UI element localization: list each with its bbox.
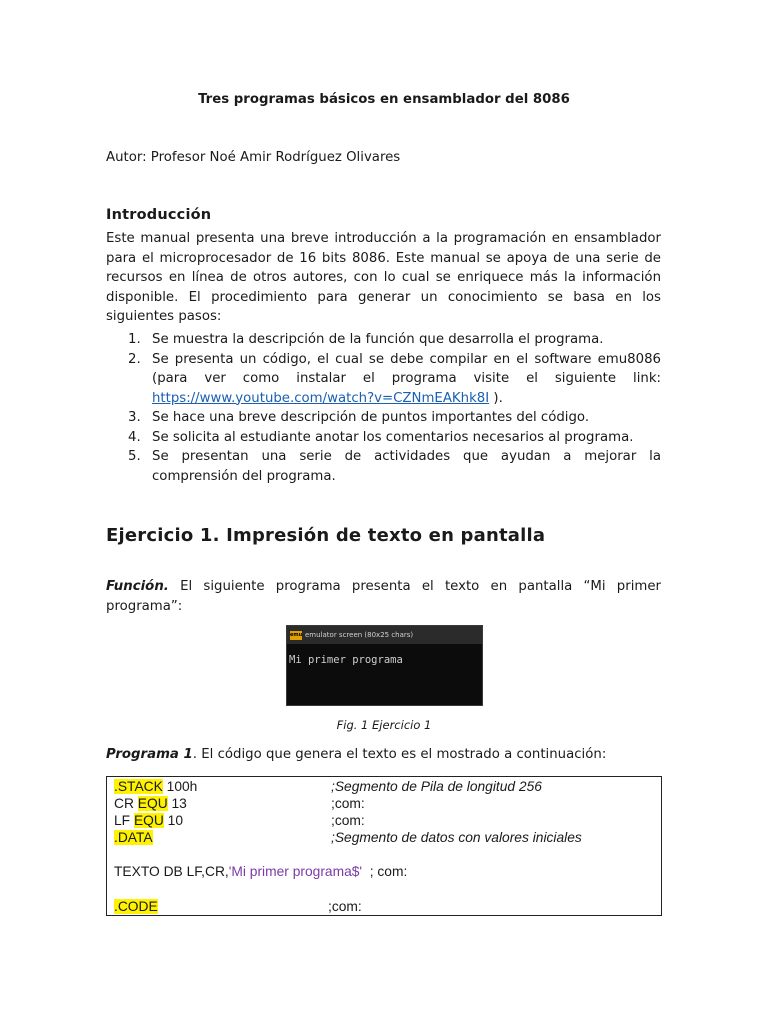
code-text: TEXTO DB LF,CR, (114, 864, 229, 879)
code-comment: ;com: (331, 813, 365, 828)
code-listing (106, 776, 662, 916)
code-text: LF (114, 813, 134, 828)
code-keyword: .STACK (114, 779, 163, 794)
code-line-cr (114, 796, 187, 811)
funcion-paragraph (106, 577, 661, 616)
code-line-data (114, 830, 153, 845)
youtube-link[interactable]: https://www.youtube.com/watch?v=CZNmEAKhk8I (152, 390, 490, 406)
emulator-titlebar (287, 626, 482, 644)
programa-label: Programa 1 (106, 747, 193, 762)
code-keyword: EQU (137, 796, 168, 811)
list-item-text: Se solicita al estudiante anotar los comentarios necesarios al programa. (152, 429, 634, 445)
list-number: 5. (128, 449, 141, 464)
steps-list (106, 330, 661, 486)
list-item (106, 428, 661, 448)
list-item-text: Se hace una breve descripción de puntos importantes del código. (152, 410, 590, 425)
code-text: 100h (162, 779, 198, 794)
list-item-text: Se presenta un código, el cual se debe compilar en el software emu8086 (para ver como instalar el programa visite el siguiente link: (152, 351, 661, 386)
list-item-text: Se presentan una serie de actividades que ayudan a mejorar la comprensión del programa. (152, 449, 661, 484)
author-line: Autor: Profesor Noé Amir Rodríguez Olivares (106, 150, 401, 165)
figure-caption: Fig. 1 Ejercicio 1 (336, 718, 432, 732)
list-number: 4. (128, 429, 141, 445)
code-keyword: EQU (133, 813, 164, 828)
code-comment: ;com: (331, 796, 365, 811)
list-item (106, 330, 661, 350)
list-number: 2. (128, 351, 141, 367)
emulator-output: Mi primer programa (289, 654, 403, 666)
code-comment: ; com: (362, 864, 408, 879)
document-title: Tres programas básicos en ensamblador del 8086 (198, 92, 570, 107)
list-item (106, 408, 661, 428)
list-item-text: Se muestra la descripción de la función que desarrolla el programa. (152, 332, 604, 347)
list-number: 3. (128, 410, 141, 425)
intro-heading: Introducción (106, 207, 212, 223)
list-item (106, 350, 661, 409)
funcion-label: Función. (106, 579, 169, 594)
programa-paragraph (106, 747, 606, 762)
emulator-window-title: emulator screen (80x25 chars) (305, 631, 414, 639)
code-keyword: .CODE (114, 899, 158, 914)
list-item-text-after: ). (489, 390, 503, 406)
list-item (106, 447, 661, 486)
code-comment: ;Segmento de Pila de longitud 256 (331, 779, 542, 794)
intro-paragraph: Este manual presenta una breve introducción a la programación en ensamblador para el microprocesador de 16 bits 8086. Este manual se apoya de una serie de recursos en línea de otros autores, con lo cual se enriquece más la información disponible. El procedimiento para generar un conocimiento se basa en los siguientes pasos: (106, 231, 661, 324)
programa-text: . El código que genera el texto es el mostrado a continuación: (192, 747, 607, 762)
code-comment: ;com: (328, 899, 362, 914)
code-line-code (114, 899, 158, 914)
emulator-screenshot (286, 625, 483, 706)
list-number: 1. (128, 332, 141, 347)
code-line-lf (114, 813, 183, 828)
code-text: CR (114, 796, 138, 811)
code-line-stack (114, 779, 197, 794)
code-text: 10 (163, 813, 184, 828)
code-keyword: .DATA (114, 830, 153, 845)
code-string: 'Mi primer programa$' (228, 864, 363, 879)
emu8086-logo-icon: emu (290, 631, 303, 638)
funcion-text: El siguiente programa presenta el texto en pantalla “Mi primer programa”: (106, 579, 661, 614)
code-text: 13 (167, 796, 187, 811)
exercise-heading: Ejercicio 1. Impresión de texto en pantalla (106, 525, 546, 546)
code-comment: ;Segmento de datos con valores iniciales (331, 830, 582, 845)
code-line-texto (114, 864, 407, 879)
